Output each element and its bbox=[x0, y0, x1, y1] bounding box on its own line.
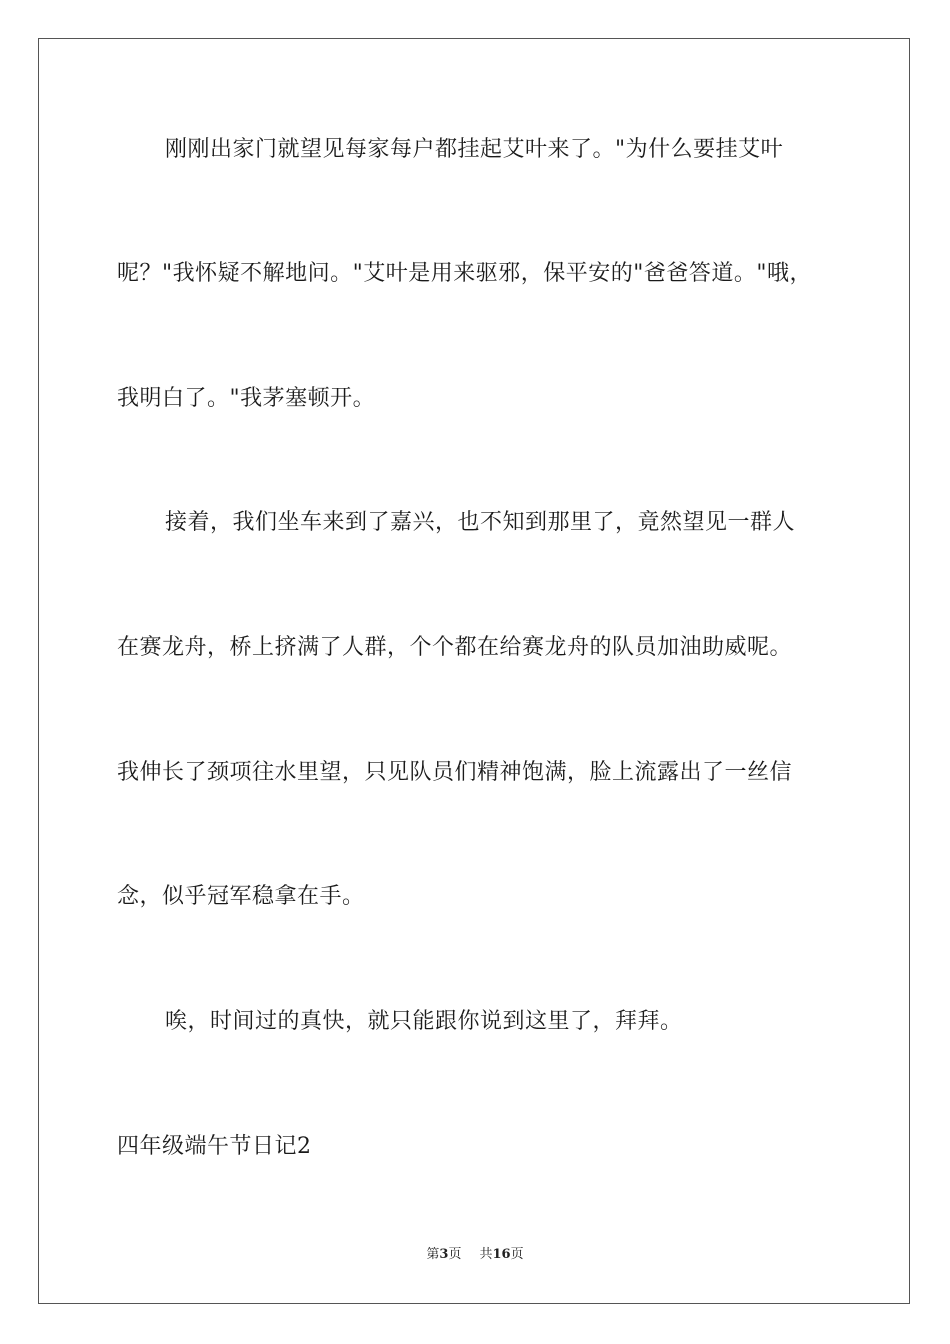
total-pages: 16 bbox=[492, 1247, 511, 1262]
paragraph-2-line-4: 念，似乎冠军稳拿在手。 bbox=[117, 884, 365, 909]
page-footer bbox=[0, 1246, 950, 1264]
paragraph-2-line-3: 我伸长了颈项往水里望，只见队员们精神饱满，脸上流露出了一丝信 bbox=[117, 760, 793, 785]
total-prefix: 共 bbox=[479, 1247, 493, 1262]
paragraph-2-line-1: 接着，我们坐车来到了嘉兴，也不知到那里了，竟然望见一群人 bbox=[165, 510, 796, 535]
total-suffix: 页 bbox=[510, 1247, 524, 1262]
paragraph-1-line-2: 呢？"我怀疑不解地问。"艾叶是用来驱邪，保平安的"爸爸答道。"哦， bbox=[117, 261, 812, 286]
page-suffix: 页 bbox=[448, 1247, 462, 1262]
paragraph-1-line-1: 刚刚出家门就望见每家每户都挂起艾叶来了。"为什么要挂艾叶 bbox=[165, 137, 784, 162]
page-number: 3 bbox=[439, 1247, 449, 1262]
page-prefix: 第 bbox=[426, 1247, 440, 1262]
paragraph-1-line-3: 我明白了。"我茅塞顿开。 bbox=[117, 386, 376, 411]
page-border bbox=[38, 38, 910, 1304]
section-heading: 四年级端午节日记2 bbox=[117, 1134, 312, 1159]
paragraph-3-line-1: 唉，时间过的真快，就只能跟你说到这里了，拜拜。 bbox=[165, 1009, 683, 1034]
paragraph-2-line-2: 在赛龙舟，桥上挤满了人群，个个都在给赛龙舟的队员加油助威呢。 bbox=[117, 635, 793, 660]
